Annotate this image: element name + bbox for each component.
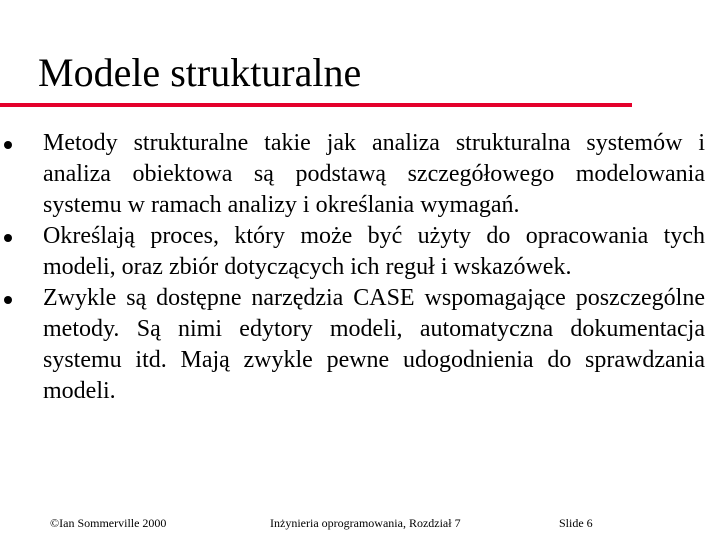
bullet-item xyxy=(0,221,720,283)
title-underline xyxy=(0,103,632,107)
footer-copyright: ©Ian Sommerville 2000 xyxy=(50,516,167,530)
bullet-text: Metody strukturalne takie jak analiza strukturalna systemów i analiza obiektowa są podstawą szczegółowego modelowania systemu w ramach analizy i określania wymagań. xyxy=(43,130,705,218)
bullet-item xyxy=(0,283,720,407)
bullet-dot-icon xyxy=(4,296,12,304)
bullet-list xyxy=(0,128,720,407)
bullet-item xyxy=(0,128,720,221)
bullet-dot-icon xyxy=(4,234,12,242)
slide-title: Modele strukturalne xyxy=(38,50,362,95)
bullet-dot-icon xyxy=(4,141,12,149)
bullet-text: Określają proces, który może być użyty do opracowania tych modeli, oraz zbiór dotyczących ich reguł i wskazówek. xyxy=(43,223,705,280)
footer-course-title: Inżynieria oprogramowania, Rozdział 7 xyxy=(270,516,461,530)
footer-slide-number: Slide 6 xyxy=(559,516,593,530)
bullet-text: Zwykle są dostępne narzędzia CASE wspomagające poszczególne metody. Są nimi edytory modeli, automatyczna dokumentacja systemu itd. Mają zwykle pewne udogodnienia do sprawdzania modeli. xyxy=(43,285,705,404)
